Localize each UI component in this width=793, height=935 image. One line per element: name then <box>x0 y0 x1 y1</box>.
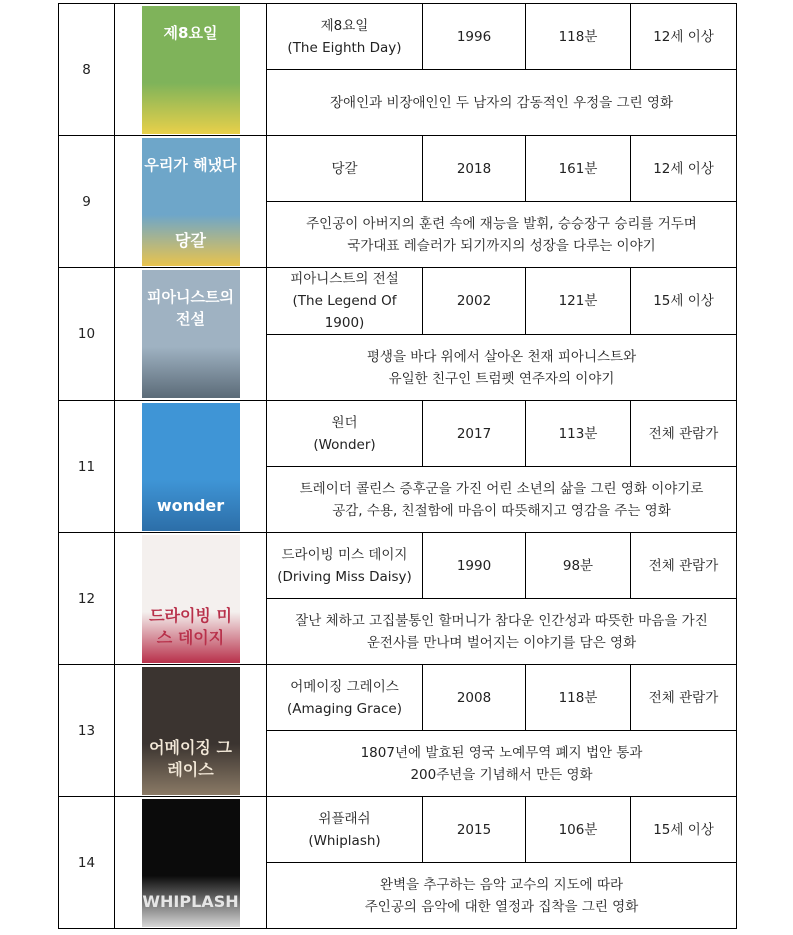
table-row <box>59 268 737 335</box>
runtime: 121분 <box>526 268 631 335</box>
release-year: 2015 <box>423 797 526 863</box>
poster-bottom-text: 당갈 <box>175 230 206 250</box>
movie-title: 제8요일 (The Eighth Day) <box>267 4 423 70</box>
age-rating: 전체 관람가 <box>631 533 737 599</box>
release-year: 1990 <box>423 533 526 599</box>
movie-poster <box>142 799 240 927</box>
poster-top-text: 우리가 해냈다 <box>144 155 237 174</box>
poster-bottom-text: 어메이징 그레이스 <box>149 737 232 779</box>
movie-poster <box>142 138 240 266</box>
poster-bottom-text: 드라이빙 미스 데이지 <box>149 605 232 647</box>
age-rating: 12세 이상 <box>631 136 737 202</box>
row-number: 8 <box>59 4 115 136</box>
movie-title: 드라이빙 미스 데이지 (Driving Miss Daisy) <box>267 533 423 599</box>
release-year: 2008 <box>423 665 526 731</box>
movie-description: 1807년에 발효된 영국 노예무역 폐지 법안 통과 200주년을 기념해서 만든 영화 <box>267 731 737 797</box>
movie-table <box>58 3 737 929</box>
row-number: 11 <box>59 401 115 533</box>
row-number: 9 <box>59 136 115 268</box>
age-rating: 전체 관람가 <box>631 665 737 731</box>
runtime: 113분 <box>526 401 631 467</box>
table-row <box>59 533 737 599</box>
runtime: 106분 <box>526 797 631 863</box>
movie-title: 원더 (Wonder) <box>267 401 423 467</box>
table-row <box>59 797 737 863</box>
poster-cell <box>115 4 267 136</box>
row-number: 10 <box>59 268 115 401</box>
release-year: 2002 <box>423 268 526 335</box>
table-row <box>59 4 737 70</box>
age-rating: 전체 관람가 <box>631 401 737 467</box>
poster-bottom-text: WHIPLASH <box>142 891 239 911</box>
age-rating: 12세 이상 <box>631 4 737 70</box>
poster-cell <box>115 665 267 797</box>
poster-bottom-text: wonder <box>156 495 225 515</box>
movie-title: 어메이징 그레이스 (Amaging Grace) <box>267 665 423 731</box>
poster-cell <box>115 401 267 533</box>
age-rating: 15세 이상 <box>631 797 737 863</box>
poster-cell <box>115 797 267 929</box>
movie-description: 완벽을 추구하는 음악 교수의 지도에 따라 주인공의 음악에 대한 열정과 집착을 그린 영화 <box>267 863 737 929</box>
poster-cell <box>115 136 267 268</box>
runtime: 98분 <box>526 533 631 599</box>
movie-description: 장애인과 비장애인인 두 남자의 감동적인 우정을 그린 영화 <box>267 70 737 136</box>
poster-top-text: 제8요일 <box>163 23 218 42</box>
runtime: 118분 <box>526 665 631 731</box>
poster-cell <box>115 268 267 401</box>
poster-cell <box>115 533 267 665</box>
release-year: 2018 <box>423 136 526 202</box>
movie-poster <box>142 667 240 795</box>
movie-title: 피아니스트의 전설 (The Legend Of 1900) <box>267 268 423 335</box>
row-number: 14 <box>59 797 115 929</box>
movie-description: 주인공이 아버지의 훈련 속에 재능을 발휘, 승승장구 승리를 거두며 국가대표 레슬러가 되기까지의 성장을 다루는 이야기 <box>267 202 737 268</box>
movie-description: 잘난 체하고 고집불통인 할머니가 참다운 인간성과 따뜻한 마음을 가진 운전사를 만나며 벌어지는 이야기를 담은 영화 <box>267 599 737 665</box>
movie-poster <box>142 270 240 398</box>
poster-top-text: 피아니스트의 전설 <box>147 288 234 328</box>
runtime: 118분 <box>526 4 631 70</box>
row-number: 12 <box>59 533 115 665</box>
release-year: 2017 <box>423 401 526 467</box>
runtime: 161분 <box>526 136 631 202</box>
row-number: 13 <box>59 665 115 797</box>
movie-title: 위플래쉬 (Whiplash) <box>267 797 423 863</box>
table-row <box>59 136 737 202</box>
movie-poster <box>142 6 240 134</box>
table-row <box>59 401 737 467</box>
table-row <box>59 665 737 731</box>
age-rating: 15세 이상 <box>631 268 737 335</box>
movie-description: 평생을 바다 위에서 살아온 천재 피아니스트와 유일한 친구인 트럼펫 연주자의 이야기 <box>267 335 737 401</box>
movie-poster <box>142 403 240 531</box>
movie-poster <box>142 535 240 663</box>
release-year: 1996 <box>423 4 526 70</box>
movie-description: 트레이더 콜린스 증후군을 가진 어린 소년의 삶을 그린 영화 이야기로 공감, 수용, 친절함에 마음이 따뜻해지고 영감을 주는 영화 <box>267 467 737 533</box>
movie-title: 당갈 <box>267 136 423 202</box>
